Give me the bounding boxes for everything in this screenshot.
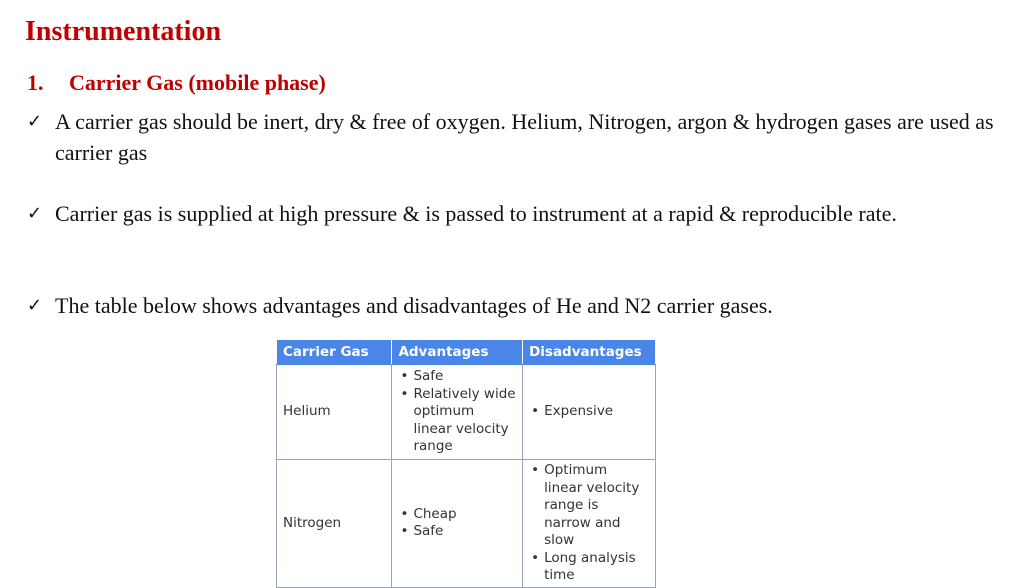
section-label: Carrier Gas (mobile phase) (69, 70, 326, 95)
list-item: • Cheap (398, 506, 516, 524)
checkmark-icon: ✓ (27, 111, 43, 132)
gas-name-cell: Nitrogen (277, 460, 392, 588)
advantages-cell (392, 460, 523, 588)
table-row (277, 460, 656, 588)
bullet-text: Carrier gas is supplied at high pressure & is passed to instrument at a rapid & reproducible rate. (55, 201, 897, 226)
table-row (277, 365, 656, 460)
column-header-disadvantages: Disadvantages (523, 340, 656, 365)
list-item: • Long analysis time (529, 550, 649, 585)
table-header-row (277, 340, 656, 365)
column-header-advantages: Advantages (392, 340, 523, 365)
list-item: • Relatively wide optimum linear velocity range (398, 386, 516, 456)
checkmark-icon: ✓ (27, 203, 43, 224)
checkmark-icon: ✓ (27, 295, 43, 316)
advantages-cell (392, 365, 523, 460)
bullet-item (27, 290, 1002, 321)
list-item: • Expensive (529, 403, 649, 421)
section-number: 1. (27, 70, 44, 95)
section-heading (27, 70, 326, 96)
bullet-item (27, 198, 1002, 229)
carrier-gas-table (276, 339, 656, 588)
bullet-text: The table below shows advantages and disadvantages of He and N2 carrier gases. (55, 293, 773, 318)
list-item: • Safe (398, 523, 516, 541)
bullet-item (27, 106, 1002, 168)
slide-title: Instrumentation (25, 16, 222, 47)
list-item: • Safe (398, 368, 516, 386)
list-item: • Optimum linear velocity range is narrow and slow (529, 462, 649, 550)
column-header-carrier-gas: Carrier Gas (277, 340, 392, 365)
disadvantages-cell (523, 365, 656, 460)
disadvantages-cell (523, 460, 656, 588)
gas-name-cell: Helium (277, 365, 392, 460)
bullet-text: A carrier gas should be inert, dry & free of oxygen. Helium, Nitrogen, argon & hydrogen gases are used as carrier gas (55, 109, 994, 165)
